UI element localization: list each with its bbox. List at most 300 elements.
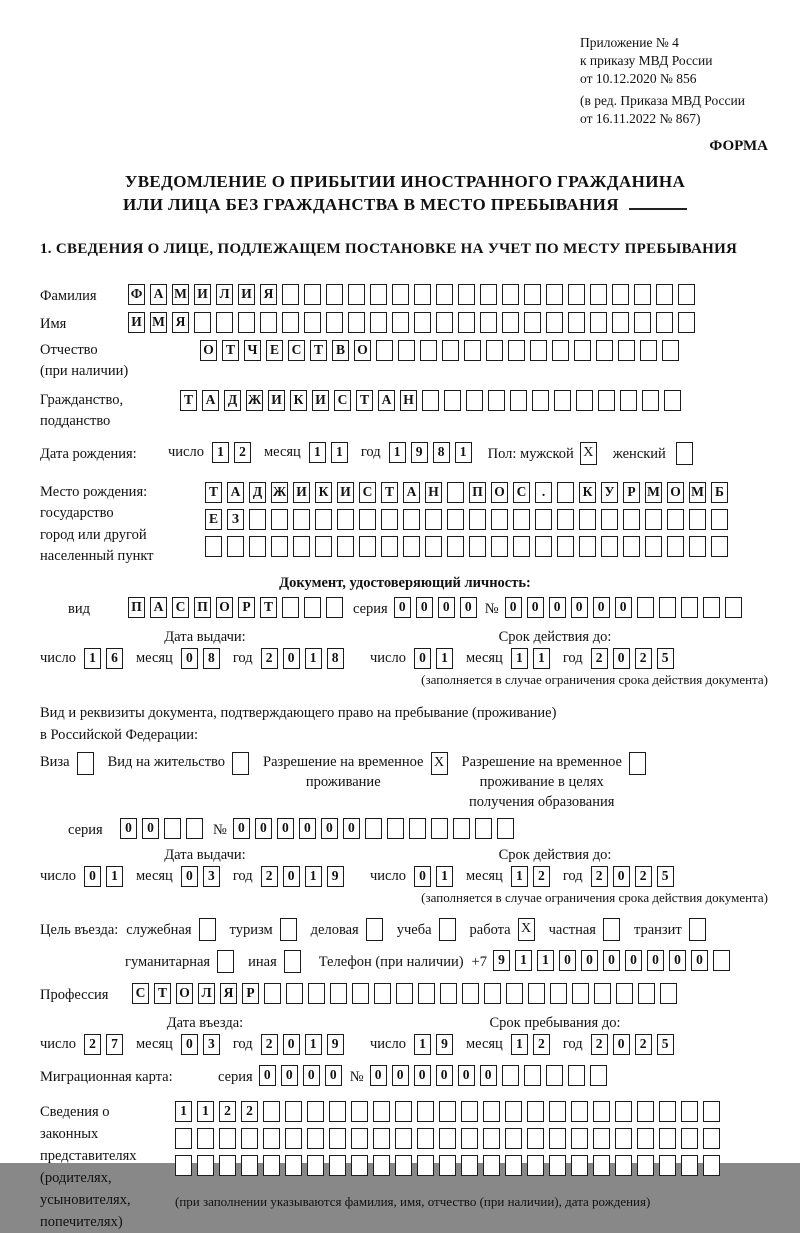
- char-cell[interactable]: К: [315, 482, 332, 503]
- char-cell[interactable]: 1: [515, 950, 532, 971]
- checkbox[interactable]: [366, 918, 383, 941]
- char-cell[interactable]: О: [667, 482, 684, 503]
- char-cell[interactable]: [659, 1155, 676, 1176]
- char-cell[interactable]: [601, 536, 618, 557]
- char-cell[interactable]: [307, 1128, 324, 1149]
- char-cell[interactable]: 0: [480, 1065, 497, 1086]
- char-cell[interactable]: [637, 597, 654, 618]
- char-cell[interactable]: 9: [436, 1034, 453, 1055]
- char-cell[interactable]: [422, 390, 439, 411]
- char-cell[interactable]: 5: [657, 1034, 674, 1055]
- char-cell[interactable]: [549, 1101, 566, 1122]
- char-cell[interactable]: А: [202, 390, 219, 411]
- char-cell[interactable]: И: [293, 482, 310, 503]
- checkbox[interactable]: [77, 752, 94, 775]
- char-cell[interactable]: [491, 536, 508, 557]
- char-cell[interactable]: 0: [277, 818, 294, 839]
- char-cell[interactable]: П: [194, 597, 211, 618]
- char-cell[interactable]: 1: [436, 866, 453, 887]
- char-cell[interactable]: [552, 340, 569, 361]
- char-cell[interactable]: 0: [181, 1034, 198, 1055]
- char-cell[interactable]: [681, 1101, 698, 1122]
- char-cell[interactable]: 2: [234, 442, 251, 463]
- char-cell[interactable]: 2: [635, 1034, 652, 1055]
- char-cell[interactable]: 1: [212, 442, 229, 463]
- checkbox[interactable]: [629, 752, 646, 775]
- char-cell[interactable]: [483, 1128, 500, 1149]
- char-cell[interactable]: Д: [249, 482, 266, 503]
- char-cell[interactable]: [535, 509, 552, 530]
- char-cell[interactable]: [359, 536, 376, 557]
- char-cell[interactable]: [293, 536, 310, 557]
- char-cell[interactable]: [381, 536, 398, 557]
- char-cell[interactable]: 0: [325, 1065, 342, 1086]
- char-cell[interactable]: [638, 983, 655, 1004]
- char-cell[interactable]: [615, 1128, 632, 1149]
- char-cell[interactable]: У: [601, 482, 618, 503]
- char-cell[interactable]: 8: [433, 442, 450, 463]
- char-cell[interactable]: [664, 390, 681, 411]
- char-cell[interactable]: [486, 340, 503, 361]
- char-cell[interactable]: [414, 312, 431, 333]
- checkbox[interactable]: [280, 918, 297, 941]
- char-cell[interactable]: [480, 284, 497, 305]
- char-cell[interactable]: [505, 1128, 522, 1149]
- char-cell[interactable]: [175, 1128, 192, 1149]
- char-cell[interactable]: 0: [181, 648, 198, 669]
- char-cell[interactable]: 2: [533, 866, 550, 887]
- char-cell[interactable]: 0: [527, 597, 544, 618]
- checkbox[interactable]: [232, 752, 249, 775]
- char-cell[interactable]: [398, 340, 415, 361]
- char-cell[interactable]: [271, 509, 288, 530]
- char-cell[interactable]: [480, 312, 497, 333]
- char-cell[interactable]: [713, 950, 730, 971]
- char-cell[interactable]: 1: [455, 442, 472, 463]
- char-cell[interactable]: [505, 1155, 522, 1176]
- char-cell[interactable]: 1: [305, 1034, 322, 1055]
- char-cell[interactable]: [524, 284, 541, 305]
- char-cell[interactable]: 0: [436, 1065, 453, 1086]
- char-cell[interactable]: [550, 983, 567, 1004]
- char-cell[interactable]: 0: [392, 1065, 409, 1086]
- char-cell[interactable]: Я: [172, 312, 189, 333]
- char-cell[interactable]: [678, 312, 695, 333]
- char-cell[interactable]: 0: [458, 1065, 475, 1086]
- char-cell[interactable]: [307, 1155, 324, 1176]
- char-cell[interactable]: 0: [613, 1034, 630, 1055]
- char-cell[interactable]: [574, 340, 591, 361]
- char-cell[interactable]: [249, 536, 266, 557]
- char-cell[interactable]: О: [176, 983, 193, 1004]
- char-cell[interactable]: 0: [414, 1065, 431, 1086]
- char-cell[interactable]: 0: [613, 648, 630, 669]
- char-cell[interactable]: [508, 340, 525, 361]
- char-cell[interactable]: [285, 1155, 302, 1176]
- char-cell[interactable]: [304, 284, 321, 305]
- char-cell[interactable]: 0: [142, 818, 159, 839]
- checkbox[interactable]: [689, 918, 706, 941]
- char-cell[interactable]: 2: [591, 866, 608, 887]
- char-cell[interactable]: [326, 597, 343, 618]
- char-cell[interactable]: Я: [220, 983, 237, 1004]
- char-cell[interactable]: [205, 536, 222, 557]
- char-cell[interactable]: 0: [283, 648, 300, 669]
- checkbox[interactable]: X: [518, 918, 535, 941]
- char-cell[interactable]: С: [172, 597, 189, 618]
- char-cell[interactable]: [659, 597, 676, 618]
- char-cell[interactable]: 0: [394, 597, 411, 618]
- char-cell[interactable]: [286, 983, 303, 1004]
- char-cell[interactable]: Т: [381, 482, 398, 503]
- char-cell[interactable]: [381, 509, 398, 530]
- char-cell[interactable]: [241, 1155, 258, 1176]
- char-cell[interactable]: [557, 509, 574, 530]
- char-cell[interactable]: [337, 509, 354, 530]
- char-cell[interactable]: [535, 536, 552, 557]
- char-cell[interactable]: [502, 312, 519, 333]
- char-cell[interactable]: [439, 1101, 456, 1122]
- checkbox[interactable]: [603, 918, 620, 941]
- char-cell[interactable]: 0: [505, 597, 522, 618]
- char-cell[interactable]: [557, 536, 574, 557]
- char-cell[interactable]: [376, 340, 393, 361]
- char-cell[interactable]: 1: [305, 866, 322, 887]
- char-cell[interactable]: [590, 1065, 607, 1086]
- char-cell[interactable]: 0: [593, 597, 610, 618]
- char-cell[interactable]: 0: [549, 597, 566, 618]
- char-cell[interactable]: 0: [615, 597, 632, 618]
- char-cell[interactable]: 0: [233, 818, 250, 839]
- char-cell[interactable]: [308, 983, 325, 1004]
- char-cell[interactable]: Ч: [244, 340, 261, 361]
- char-cell[interactable]: И: [238, 284, 255, 305]
- char-cell[interactable]: [337, 536, 354, 557]
- char-cell[interactable]: [524, 1065, 541, 1086]
- char-cell[interactable]: [370, 312, 387, 333]
- char-cell[interactable]: 9: [327, 1034, 344, 1055]
- char-cell[interactable]: И: [194, 284, 211, 305]
- char-cell[interactable]: 3: [203, 1034, 220, 1055]
- char-cell[interactable]: [365, 818, 382, 839]
- char-cell[interactable]: [436, 312, 453, 333]
- char-cell[interactable]: 0: [559, 950, 576, 971]
- char-cell[interactable]: [373, 1155, 390, 1176]
- char-cell[interactable]: [484, 983, 501, 1004]
- char-cell[interactable]: [601, 509, 618, 530]
- char-cell[interactable]: [186, 818, 203, 839]
- checkbox[interactable]: [199, 918, 216, 941]
- char-cell[interactable]: [464, 340, 481, 361]
- char-cell[interactable]: [475, 818, 492, 839]
- char-cell[interactable]: [549, 1155, 566, 1176]
- char-cell[interactable]: [453, 818, 470, 839]
- char-cell[interactable]: 0: [255, 818, 272, 839]
- char-cell[interactable]: 2: [261, 866, 278, 887]
- char-cell[interactable]: Н: [425, 482, 442, 503]
- char-cell[interactable]: [576, 390, 593, 411]
- char-cell[interactable]: [387, 818, 404, 839]
- char-cell[interactable]: [681, 1128, 698, 1149]
- char-cell[interactable]: [620, 390, 637, 411]
- char-cell[interactable]: [417, 1155, 434, 1176]
- char-cell[interactable]: [403, 509, 420, 530]
- char-cell[interactable]: [271, 536, 288, 557]
- char-cell[interactable]: [513, 509, 530, 530]
- char-cell[interactable]: [593, 1101, 610, 1122]
- char-cell[interactable]: [458, 312, 475, 333]
- char-cell[interactable]: [640, 340, 657, 361]
- char-cell[interactable]: 1: [537, 950, 554, 971]
- char-cell[interactable]: [528, 983, 545, 1004]
- char-cell[interactable]: Ж: [246, 390, 263, 411]
- char-cell[interactable]: [395, 1155, 412, 1176]
- char-cell[interactable]: 2: [84, 1034, 101, 1055]
- char-cell[interactable]: 2: [219, 1101, 236, 1122]
- char-cell[interactable]: С: [513, 482, 530, 503]
- char-cell[interactable]: [593, 1155, 610, 1176]
- char-cell[interactable]: 0: [303, 1065, 320, 1086]
- char-cell[interactable]: Р: [238, 597, 255, 618]
- char-cell[interactable]: [596, 340, 613, 361]
- char-cell[interactable]: 0: [625, 950, 642, 971]
- char-cell[interactable]: 2: [635, 866, 652, 887]
- char-cell[interactable]: О: [200, 340, 217, 361]
- char-cell[interactable]: 1: [309, 442, 326, 463]
- char-cell[interactable]: [241, 1128, 258, 1149]
- char-cell[interactable]: М: [150, 312, 167, 333]
- char-cell[interactable]: [461, 1155, 478, 1176]
- char-cell[interactable]: [466, 390, 483, 411]
- char-cell[interactable]: И: [128, 312, 145, 333]
- char-cell[interactable]: А: [150, 284, 167, 305]
- char-cell[interactable]: [527, 1128, 544, 1149]
- char-cell[interactable]: [351, 1128, 368, 1149]
- char-cell[interactable]: .: [535, 482, 552, 503]
- char-cell[interactable]: [568, 312, 585, 333]
- char-cell[interactable]: О: [216, 597, 233, 618]
- char-cell[interactable]: [282, 312, 299, 333]
- char-cell[interactable]: Е: [205, 509, 222, 530]
- char-cell[interactable]: [579, 509, 596, 530]
- char-cell[interactable]: О: [491, 482, 508, 503]
- char-cell[interactable]: 0: [691, 950, 708, 971]
- char-cell[interactable]: [447, 509, 464, 530]
- char-cell[interactable]: 0: [416, 597, 433, 618]
- char-cell[interactable]: [491, 509, 508, 530]
- char-cell[interactable]: В: [332, 340, 349, 361]
- char-cell[interactable]: [304, 597, 321, 618]
- char-cell[interactable]: [164, 818, 181, 839]
- char-cell[interactable]: П: [469, 482, 486, 503]
- char-cell[interactable]: [502, 1065, 519, 1086]
- char-cell[interactable]: [557, 482, 574, 503]
- char-cell[interactable]: [590, 312, 607, 333]
- char-cell[interactable]: [249, 509, 266, 530]
- char-cell[interactable]: [307, 1101, 324, 1122]
- char-cell[interactable]: С: [359, 482, 376, 503]
- char-cell[interactable]: Я: [260, 284, 277, 305]
- char-cell[interactable]: 2: [591, 648, 608, 669]
- char-cell[interactable]: [352, 983, 369, 1004]
- char-cell[interactable]: [374, 983, 391, 1004]
- char-cell[interactable]: [530, 340, 547, 361]
- char-cell[interactable]: [304, 312, 321, 333]
- char-cell[interactable]: [351, 1155, 368, 1176]
- char-cell[interactable]: [447, 482, 464, 503]
- char-cell[interactable]: 9: [327, 866, 344, 887]
- char-cell[interactable]: Н: [400, 390, 417, 411]
- char-cell[interactable]: И: [268, 390, 285, 411]
- char-cell[interactable]: [483, 1155, 500, 1176]
- char-cell[interactable]: [197, 1155, 214, 1176]
- char-cell[interactable]: [598, 390, 615, 411]
- char-cell[interactable]: [612, 312, 629, 333]
- char-cell[interactable]: [197, 1128, 214, 1149]
- char-cell[interactable]: [681, 597, 698, 618]
- char-cell[interactable]: 1: [305, 648, 322, 669]
- char-cell[interactable]: [194, 312, 211, 333]
- char-cell[interactable]: [546, 1065, 563, 1086]
- char-cell[interactable]: [329, 1155, 346, 1176]
- char-cell[interactable]: [469, 536, 486, 557]
- char-cell[interactable]: [662, 340, 679, 361]
- char-cell[interactable]: 2: [533, 1034, 550, 1055]
- char-cell[interactable]: [502, 284, 519, 305]
- checkbox[interactable]: X: [431, 752, 448, 775]
- char-cell[interactable]: [439, 1128, 456, 1149]
- char-cell[interactable]: [637, 1101, 654, 1122]
- char-cell[interactable]: [637, 1155, 654, 1176]
- char-cell[interactable]: [579, 536, 596, 557]
- char-cell[interactable]: И: [312, 390, 329, 411]
- char-cell[interactable]: [260, 312, 277, 333]
- char-cell[interactable]: Т: [154, 983, 171, 1004]
- char-cell[interactable]: [645, 536, 662, 557]
- char-cell[interactable]: [656, 312, 673, 333]
- char-cell[interactable]: [656, 284, 673, 305]
- char-cell[interactable]: [263, 1128, 280, 1149]
- char-cell[interactable]: Р: [242, 983, 259, 1004]
- char-cell[interactable]: 1: [414, 1034, 431, 1055]
- char-cell[interactable]: [418, 983, 435, 1004]
- char-cell[interactable]: [571, 1101, 588, 1122]
- char-cell[interactable]: [615, 1155, 632, 1176]
- char-cell[interactable]: [612, 284, 629, 305]
- char-cell[interactable]: Т: [310, 340, 327, 361]
- char-cell[interactable]: [532, 390, 549, 411]
- char-cell[interactable]: [549, 1128, 566, 1149]
- char-cell[interactable]: [285, 1101, 302, 1122]
- char-cell[interactable]: 9: [411, 442, 428, 463]
- char-cell[interactable]: 1: [511, 648, 528, 669]
- char-cell[interactable]: [527, 1101, 544, 1122]
- char-cell[interactable]: [293, 509, 310, 530]
- char-cell[interactable]: [458, 284, 475, 305]
- char-cell[interactable]: А: [378, 390, 395, 411]
- char-cell[interactable]: Д: [224, 390, 241, 411]
- char-cell[interactable]: 1: [331, 442, 348, 463]
- char-cell[interactable]: М: [689, 482, 706, 503]
- char-cell[interactable]: [546, 312, 563, 333]
- char-cell[interactable]: [546, 284, 563, 305]
- char-cell[interactable]: [461, 1101, 478, 1122]
- char-cell[interactable]: [642, 390, 659, 411]
- char-cell[interactable]: [326, 312, 343, 333]
- char-cell[interactable]: [329, 1128, 346, 1149]
- char-cell[interactable]: 0: [414, 866, 431, 887]
- char-cell[interactable]: 1: [197, 1101, 214, 1122]
- char-cell[interactable]: [513, 536, 530, 557]
- char-cell[interactable]: К: [579, 482, 596, 503]
- char-cell[interactable]: [594, 983, 611, 1004]
- char-cell[interactable]: 1: [533, 648, 550, 669]
- char-cell[interactable]: 5: [657, 866, 674, 887]
- char-cell[interactable]: Т: [356, 390, 373, 411]
- char-cell[interactable]: 2: [591, 1034, 608, 1055]
- char-cell[interactable]: 0: [581, 950, 598, 971]
- char-cell[interactable]: 0: [370, 1065, 387, 1086]
- char-cell[interactable]: [315, 536, 332, 557]
- char-cell[interactable]: [461, 1128, 478, 1149]
- char-cell[interactable]: [238, 312, 255, 333]
- sex-male-checkbox[interactable]: X: [580, 442, 597, 465]
- char-cell[interactable]: Л: [216, 284, 233, 305]
- char-cell[interactable]: [417, 1128, 434, 1149]
- char-cell[interactable]: [431, 818, 448, 839]
- char-cell[interactable]: [678, 284, 695, 305]
- char-cell[interactable]: 1: [436, 648, 453, 669]
- char-cell[interactable]: 0: [571, 597, 588, 618]
- char-cell[interactable]: [395, 1128, 412, 1149]
- char-cell[interactable]: [616, 983, 633, 1004]
- char-cell[interactable]: 0: [283, 1034, 300, 1055]
- char-cell[interactable]: [282, 284, 299, 305]
- char-cell[interactable]: [330, 983, 347, 1004]
- char-cell[interactable]: [637, 1128, 654, 1149]
- char-cell[interactable]: 7: [106, 1034, 123, 1055]
- char-cell[interactable]: [425, 536, 442, 557]
- char-cell[interactable]: [645, 509, 662, 530]
- char-cell[interactable]: [219, 1155, 236, 1176]
- char-cell[interactable]: Ф: [128, 284, 145, 305]
- char-cell[interactable]: [571, 1128, 588, 1149]
- char-cell[interactable]: Т: [222, 340, 239, 361]
- char-cell[interactable]: [227, 536, 244, 557]
- char-cell[interactable]: О: [354, 340, 371, 361]
- char-cell[interactable]: К: [290, 390, 307, 411]
- char-cell[interactable]: Б: [711, 482, 728, 503]
- char-cell[interactable]: [216, 312, 233, 333]
- char-cell[interactable]: 0: [460, 597, 477, 618]
- checkbox[interactable]: [217, 950, 234, 973]
- char-cell[interactable]: [409, 818, 426, 839]
- char-cell[interactable]: [175, 1155, 192, 1176]
- char-cell[interactable]: Р: [623, 482, 640, 503]
- char-cell[interactable]: 0: [321, 818, 338, 839]
- char-cell[interactable]: 3: [203, 866, 220, 887]
- char-cell[interactable]: Л: [198, 983, 215, 1004]
- char-cell[interactable]: 1: [511, 1034, 528, 1055]
- char-cell[interactable]: 9: [493, 950, 510, 971]
- char-cell[interactable]: 6: [106, 648, 123, 669]
- sex-female-checkbox[interactable]: [676, 442, 693, 465]
- char-cell[interactable]: [634, 284, 651, 305]
- char-cell[interactable]: 1: [389, 442, 406, 463]
- char-cell[interactable]: [623, 509, 640, 530]
- char-cell[interactable]: М: [645, 482, 662, 503]
- char-cell[interactable]: [681, 1155, 698, 1176]
